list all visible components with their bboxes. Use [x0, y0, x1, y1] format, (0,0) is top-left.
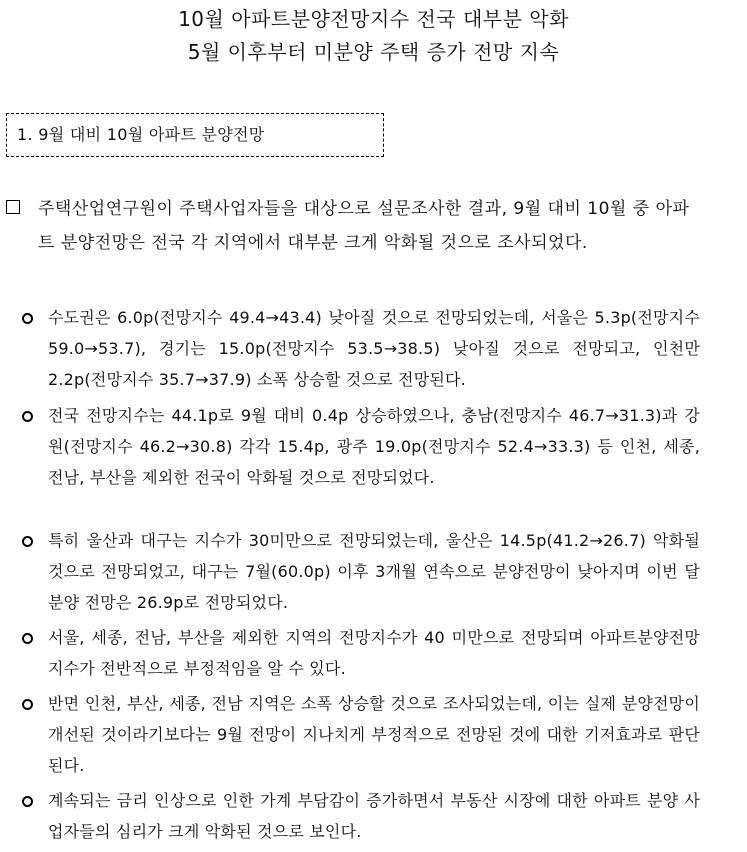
section-heading: 1. 9월 대비 10월 아파트 분양전망 [6, 113, 384, 157]
circle-bullet-icon [22, 633, 33, 644]
bullet-item [22, 622, 700, 684]
circle-bullet-icon [22, 411, 33, 422]
circle-bullet-icon [22, 313, 33, 324]
document-title-line2: 5월 이후부터 미분양 주택 증가 전망 지속 [187, 40, 560, 64]
circle-bullet-icon [22, 699, 33, 710]
bullet-text: 반면 인천, 부산, 세종, 전남 지역은 소폭 상승할 것으로 조사되었는데, 이는 실제 분양전망이 개선된 것이라기보다는 9월 전망이 지나치게 부정적으로 전망된 것에 대한 기저효과로 판단된다. [48, 694, 700, 775]
circle-bullet-icon [22, 796, 33, 807]
bullet-text: 계속되는 금리 인상으로 인한 가계 부담감이 증가하면서 부동산 시장에 대한 아파트 분양 사업자들의 심리가 크게 악화된 것으로 보인다. [48, 791, 700, 841]
bullet-item [22, 688, 700, 781]
bullet-item [22, 785, 700, 847]
lead-paragraph [6, 192, 706, 260]
bullet-item [22, 302, 700, 395]
lead-text: 주택산업연구원이 주택사업자들을 대상으로 설문조사한 결과, 9월 대비 10월 중 아파트 분양전망은 전국 각 지역에서 대부분 크게 악화될 것으로 조사되었다. [38, 199, 690, 253]
bullet-text: 전국 전망지수는 44.1p로 9월 대비 0.4p 상승하였으나, 충남(전망지수 46.7→31.3)과 강원(전망지수 46.2→30.8) 각각 15.4p, 광주 19.0p(전망지수 52.4→33.3) 등 인천, 세종, 전남, 부산을 제외한 전국이 악화될 것으로 전망되었다. [48, 406, 700, 487]
document-title-line1: 10월 아파트분양전망지수 전국 대부분 악화 [178, 7, 569, 31]
bullet-text: 특히 울산과 대구는 지수가 30미만으로 전망되었는데, 울산은 14.5p(41.2→26.7) 악화될 것으로 전망되었고, 대구는 7월(60.0p) 이후 3개월 연속으로 분양전망이 낮아지며 이번 달 분양 전망은 26.9p로 전망되었다. [48, 531, 700, 612]
bullet-text: 수도권은 6.0p(전망지수 49.4→43.4) 낮아질 것으로 전망되었는데, 서울은 5.3p(전망지수 59.0→53.7), 경기는 15.0p(전망지수 53.5→38.5) 낮아질 것으로 전망되고, 인천만 2.2p(전망지수 35.7→37.9) 소폭 상승할 것으로 전망된다. [48, 308, 700, 389]
bullet-text: 서울, 세종, 전남, 부산을 제외한 지역의 전망지수가 40 미만으로 전망되며 아파트분양전망지수가 전반적으로 부정적임을 알 수 있다. [48, 628, 700, 678]
bullet-item [22, 525, 700, 618]
bullet-item [22, 400, 700, 493]
circle-bullet-icon [22, 536, 33, 547]
square-bullet-icon [6, 200, 20, 214]
